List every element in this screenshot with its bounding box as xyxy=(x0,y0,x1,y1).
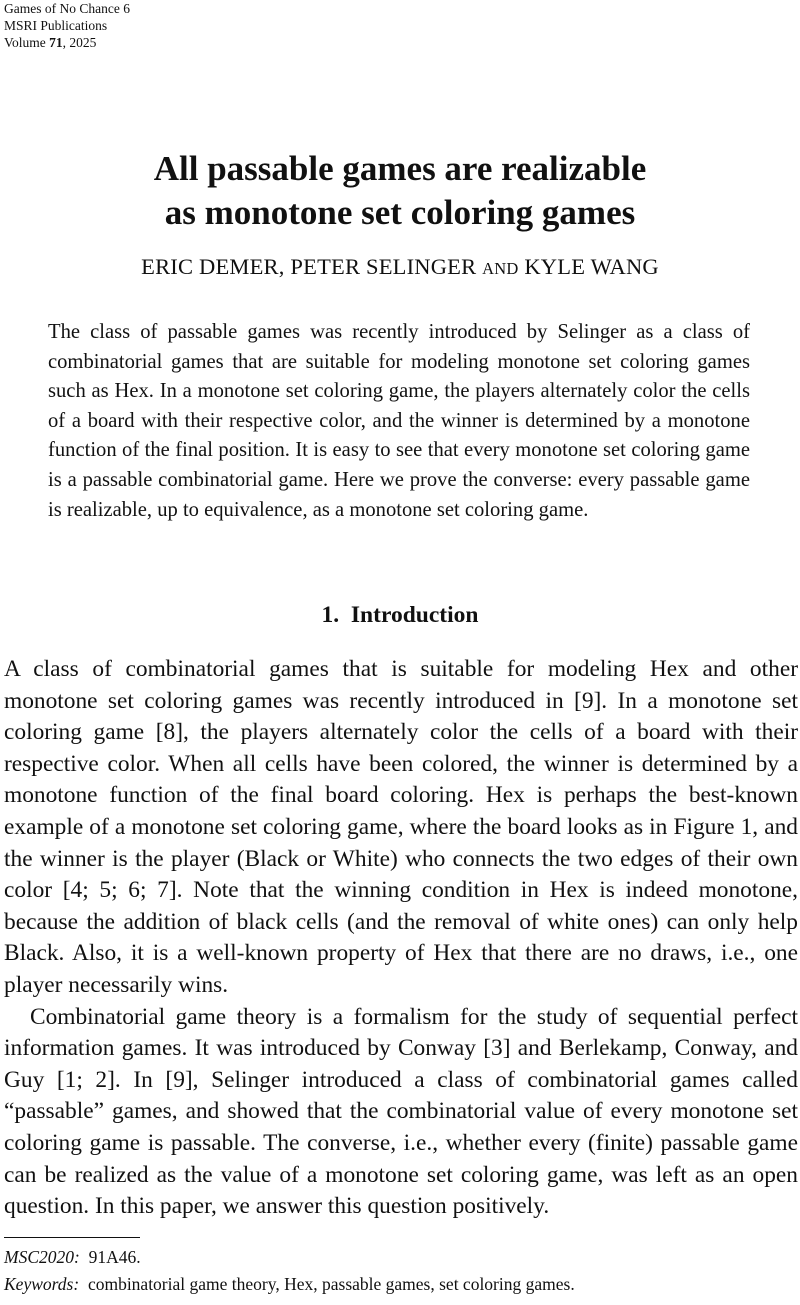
keywords-label: Keywords: xyxy=(4,1274,80,1294)
author-list xyxy=(0,254,800,280)
volume-number: 71 xyxy=(49,35,63,50)
volume-prefix: Volume xyxy=(4,35,50,50)
publisher: MSRI Publications xyxy=(4,18,108,33)
running-header xyxy=(4,0,130,51)
title-line-2: as monotone set coloring games xyxy=(164,193,636,232)
msc-value: 91A46. xyxy=(88,1247,141,1267)
title-line-1: All passable games are realizable xyxy=(153,149,647,188)
section-title: Introduction xyxy=(350,602,479,628)
author-and: AND xyxy=(482,259,519,278)
msc-label: MSC2020: xyxy=(4,1247,80,1267)
footnote-rule xyxy=(4,1237,140,1238)
volume-line xyxy=(4,34,130,51)
msc-footnote xyxy=(4,1246,141,1268)
abstract xyxy=(48,318,750,525)
keywords-value: combinatorial game theory, Hex, passable games, set coloring games. xyxy=(87,1274,575,1294)
body-text xyxy=(4,654,798,1223)
author-names: ERIC DEMER, PETER SELINGER xyxy=(141,254,477,279)
keywords-footnote xyxy=(4,1273,575,1295)
journal-title: Games of No Chance 6 xyxy=(4,1,130,16)
section-heading xyxy=(0,602,800,629)
paragraph-1: A class of combinatorial games that is suitable for modeling Hex and other monotone set coloring games was recently introduced in [9]. In a monotone set coloring game [8], the players alternately color the cells of a board with their respective color. When all cells have been colored, the winner is determined by a monotone function of the final board coloring. Hex is perhaps the best-known example of a monotone set coloring game, where the board looks as in Figure 1, and the winner is the player (Black or White) who connects the two edges of their own color [4; 5; 6; 7]. Note that the winning condition in Hex is indeed monotone, because the addition of black cells (and the removal of white ones) can only help Black. Also, it is a well-known property of Hex that there are no draws, i.e., one player necessarily wins. xyxy=(4,656,798,998)
abstract-text: The class of passable games was recently introduced by Selinger as a class of combinatorial games that are suitable for modeling monotone set coloring games such as Hex. In a monotone set coloring game, the players alternately color the cells of a board with their respective color, and the winner is determined by a monotone function of the final position. It is easy to see that every monotone set coloring game is a passable combinatorial game. Here we prove the converse: every passable game is realizable, up to equivalence, as a monotone set coloring game. xyxy=(48,321,750,521)
paper-title xyxy=(0,147,800,235)
paragraph-2: Combinatorial game theory is a formalism for the study of sequential perfect information games. It was introduced by Conway [3] and Berlekamp, Conway, and Guy [1; 2]. In [9], Selinger introduced a class of combinatorial games called “passable” games, and showed that the combinatorial value of every monotone set coloring game is passable. The converse, i.e., whether every (finite) passable game can be realized as the value of a monotone set coloring game, was left as an open question. In this paper, we answer this question positively. xyxy=(4,1003,798,1220)
author-last: KYLE WANG xyxy=(524,254,659,279)
section-number: 1. xyxy=(321,602,340,628)
volume-suffix: , 2025 xyxy=(62,35,97,50)
